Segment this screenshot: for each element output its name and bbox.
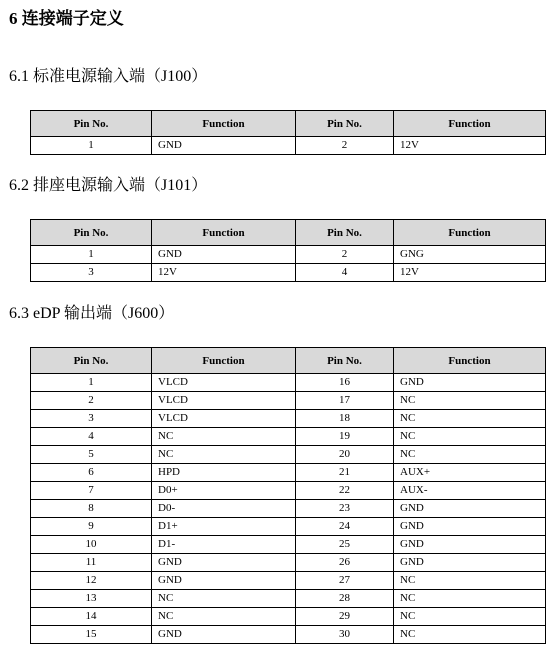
pin-number-cell: 14 [31,608,152,626]
function-cell: 12V [152,264,296,282]
table-row [31,572,546,590]
header-function: Function [152,111,296,137]
function-cell: NC [152,590,296,608]
function-cell: NC [394,590,546,608]
function-cell: NC [394,428,546,446]
header-function: Function [152,220,296,246]
pin-number-cell: 1 [31,374,152,392]
pin-number-cell: 16 [296,374,394,392]
function-cell: NC [394,608,546,626]
pin-number-cell: 21 [296,464,394,482]
function-cell: VLCD [152,374,296,392]
pin-number-cell: 22 [296,482,394,500]
header-pin-no: Pin No. [31,348,152,374]
function-cell: NC [394,392,546,410]
pin-number-cell: 13 [31,590,152,608]
pin-number-cell: 7 [31,482,152,500]
pin-number-cell: 9 [31,518,152,536]
pin-table-j101 [30,219,546,282]
pin-number-cell: 23 [296,500,394,518]
function-cell: AUX+ [394,464,546,482]
pin-table-j600 [30,347,546,644]
function-cell: NC [394,626,546,644]
function-cell: NC [152,608,296,626]
pin-number-cell: 3 [31,264,152,282]
header-function: Function [394,348,546,374]
table-row [31,626,546,644]
function-cell: D1+ [152,518,296,536]
pin-number-cell: 19 [296,428,394,446]
pin-number-cell: 17 [296,392,394,410]
pin-number-cell: 2 [296,137,394,155]
function-cell: NC [394,572,546,590]
function-cell: D0+ [152,482,296,500]
chapter-title: 6 连接端子定义 [9,9,124,28]
function-cell: NC [394,446,546,464]
pin-number-cell: 3 [31,410,152,428]
pin-number-cell: 18 [296,410,394,428]
function-cell: GND [394,554,546,572]
table-header-row [31,220,546,246]
table-row [31,464,546,482]
header-function: Function [152,348,296,374]
pin-number-cell: 1 [31,246,152,264]
function-cell: 12V [394,137,546,155]
function-cell: D0- [152,500,296,518]
pin-number-cell: 6 [31,464,152,482]
pin-number-cell: 12 [31,572,152,590]
table-row [31,137,546,155]
function-cell: GND [152,626,296,644]
function-cell: GND [394,536,546,554]
pin-number-cell: 26 [296,554,394,572]
pin-number-cell: 2 [296,246,394,264]
function-cell: GND [394,518,546,536]
pin-number-cell: 2 [31,392,152,410]
function-cell: VLCD [152,410,296,428]
pin-number-cell: 24 [296,518,394,536]
function-cell: HPD [152,464,296,482]
pin-table-j100 [30,110,546,155]
pin-number-cell: 8 [31,500,152,518]
table-row [31,246,546,264]
pin-number-cell: 4 [31,428,152,446]
table-header-row [31,111,546,137]
table-row [31,446,546,464]
section-title-j600: 6.3 eDP 输出端（J600） [9,305,175,322]
pin-number-cell: 15 [31,626,152,644]
table-row [31,264,546,282]
function-cell: GND [152,572,296,590]
table-row [31,392,546,410]
section-title-j100: 6.1 标准电源输入端（J100） [9,68,208,85]
table-row [31,410,546,428]
pin-number-cell: 28 [296,590,394,608]
header-pin-no: Pin No. [296,348,394,374]
table-row [31,590,546,608]
function-cell: NC [152,446,296,464]
function-cell: VLCD [152,392,296,410]
function-cell: GND [394,374,546,392]
function-cell: NC [394,410,546,428]
function-cell: D1- [152,536,296,554]
function-cell: GND [394,500,546,518]
table-row [31,500,546,518]
section-title-j101: 6.2 排座电源输入端（J101） [9,177,208,194]
header-function: Function [394,220,546,246]
pin-number-cell: 27 [296,572,394,590]
table-row [31,428,546,446]
table-row [31,536,546,554]
function-cell: AUX- [394,482,546,500]
function-cell: GND [152,554,296,572]
pin-number-cell: 25 [296,536,394,554]
table-row [31,554,546,572]
pin-number-cell: 10 [31,536,152,554]
pin-number-cell: 20 [296,446,394,464]
function-cell: GND [152,246,296,264]
function-cell: NC [152,428,296,446]
table-row [31,374,546,392]
function-cell: GND [152,137,296,155]
header-pin-no: Pin No. [31,111,152,137]
pin-number-cell: 4 [296,264,394,282]
pin-number-cell: 29 [296,608,394,626]
table-row [31,482,546,500]
table-row [31,518,546,536]
header-pin-no: Pin No. [296,111,394,137]
function-cell: 12V [394,264,546,282]
function-cell: GNG [394,246,546,264]
pin-number-cell: 30 [296,626,394,644]
pin-number-cell: 5 [31,446,152,464]
header-pin-no: Pin No. [296,220,394,246]
header-function: Function [394,111,546,137]
pin-number-cell: 1 [31,137,152,155]
pin-number-cell: 11 [31,554,152,572]
table-row [31,608,546,626]
header-pin-no: Pin No. [31,220,152,246]
table-header-row [31,348,546,374]
